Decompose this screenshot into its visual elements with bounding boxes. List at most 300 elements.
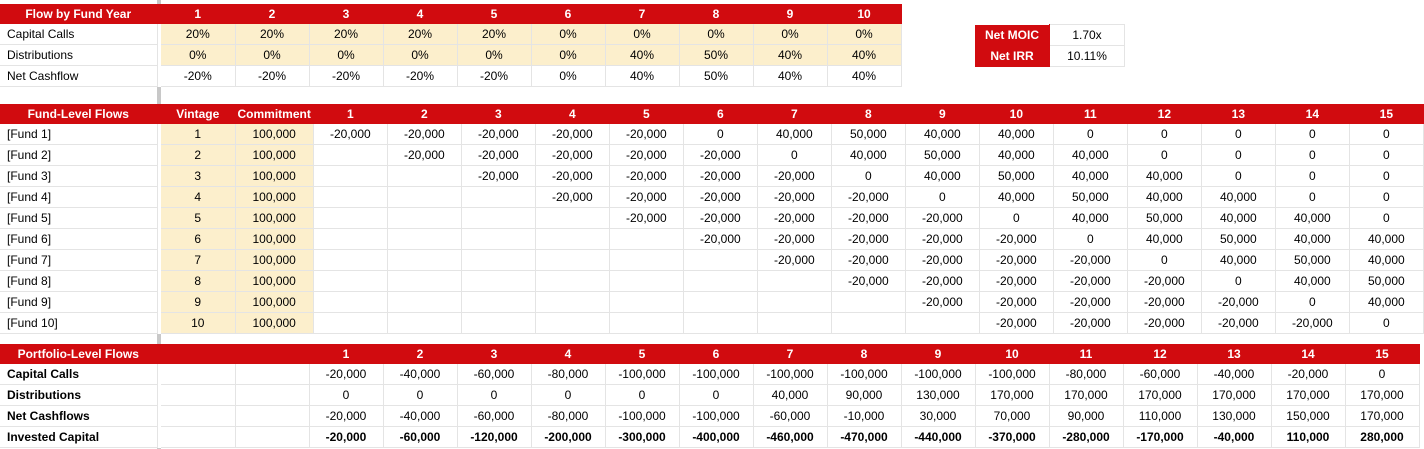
fund-commitment[interactable]: 100,000 xyxy=(235,271,313,292)
portfolio-value-cell[interactable]: -100,000 xyxy=(679,364,753,385)
fund-vintage[interactable]: 6 xyxy=(161,229,235,250)
fund-flow-cell[interactable]: -20,000 xyxy=(979,229,1053,250)
fund-flow-cell[interactable] xyxy=(461,187,535,208)
fund-flow-cell[interactable] xyxy=(831,313,905,334)
fund-flow-cell[interactable]: -20,000 xyxy=(683,187,757,208)
fund-flow-cell[interactable]: 0 xyxy=(1275,145,1349,166)
flow-year-header[interactable]: 2 xyxy=(235,4,309,24)
fund-flow-cell[interactable]: -20,000 xyxy=(387,124,461,145)
portfolio-value-cell[interactable]: 280,000 xyxy=(1345,427,1419,448)
fund-flow-cell[interactable] xyxy=(683,313,757,334)
fund-flow-cell[interactable] xyxy=(313,271,387,292)
flow-value-cell[interactable]: 20% xyxy=(309,24,383,45)
flow-value-cell[interactable]: 40% xyxy=(753,66,827,87)
commitment-header[interactable]: Commitment xyxy=(235,104,313,124)
portfolio-year-header[interactable]: 8 xyxy=(827,344,901,364)
flow-row-label[interactable]: Capital Calls xyxy=(0,24,157,45)
fund-flow-cell[interactable] xyxy=(387,250,461,271)
fund-flow-cell[interactable]: -20,000 xyxy=(683,208,757,229)
fund-flow-cell[interactable]: 0 xyxy=(1201,124,1275,145)
portfolio-value-cell[interactable]: -100,000 xyxy=(605,406,679,427)
portfolio-year-header[interactable]: 6 xyxy=(679,344,753,364)
flow-value-cell[interactable]: 0% xyxy=(457,45,531,66)
portfolio-year-header[interactable]: 14 xyxy=(1271,344,1345,364)
fund-flow-cell[interactable]: 40,000 xyxy=(1275,229,1349,250)
portfolio-value-cell[interactable]: -100,000 xyxy=(679,406,753,427)
fund-flow-cell[interactable] xyxy=(461,271,535,292)
portfolio-value-cell[interactable]: 0 xyxy=(1345,364,1419,385)
fund-flow-cell[interactable] xyxy=(313,187,387,208)
fund-flow-cell[interactable]: 0 xyxy=(1349,124,1423,145)
fund-name[interactable]: [Fund 2] xyxy=(0,145,157,166)
fund-vintage[interactable]: 8 xyxy=(161,271,235,292)
portfolio-blank-cell[interactable] xyxy=(235,427,309,448)
fund-flow-cell[interactable]: 40,000 xyxy=(1275,208,1349,229)
metric-value[interactable]: 1.70x xyxy=(1050,25,1125,46)
flow-value-cell[interactable]: 20% xyxy=(383,24,457,45)
fund-flow-cell[interactable] xyxy=(535,208,609,229)
fund-name[interactable]: [Fund 5] xyxy=(0,208,157,229)
fund-vintage[interactable]: 10 xyxy=(161,313,235,334)
portfolio-year-header[interactable]: 13 xyxy=(1197,344,1271,364)
fund-flow-cell[interactable]: -20,000 xyxy=(831,229,905,250)
fund-flow-cell[interactable]: 0 xyxy=(1349,187,1423,208)
fund-flow-cell[interactable]: 0 xyxy=(1349,208,1423,229)
fund-commitment[interactable]: 100,000 xyxy=(235,292,313,313)
flow-value-cell[interactable]: 40% xyxy=(605,45,679,66)
portfolio-value-cell[interactable]: 40,000 xyxy=(753,385,827,406)
portfolio-value-cell[interactable]: 110,000 xyxy=(1123,406,1197,427)
portfolio-blank-cell[interactable] xyxy=(235,385,309,406)
metric-label[interactable]: Net IRR xyxy=(975,46,1050,67)
fund-flow-cell[interactable] xyxy=(609,229,683,250)
portfolio-blank-cell[interactable] xyxy=(161,385,235,406)
fund-flow-cell[interactable] xyxy=(609,271,683,292)
flow-value-cell[interactable]: 0% xyxy=(605,24,679,45)
fund-flow-cell[interactable] xyxy=(831,292,905,313)
fund-year-header[interactable]: 3 xyxy=(461,104,535,124)
fund-flow-cell[interactable] xyxy=(313,208,387,229)
fund-commitment[interactable]: 100,000 xyxy=(235,313,313,334)
fund-flow-cell[interactable]: 0 xyxy=(1275,292,1349,313)
flow-value-cell[interactable]: 20% xyxy=(235,24,309,45)
portfolio-year-header[interactable]: 2 xyxy=(383,344,457,364)
fund-year-header[interactable]: 6 xyxy=(683,104,757,124)
portfolio-value-cell[interactable]: -40,000 xyxy=(1197,364,1271,385)
fund-commitment[interactable]: 100,000 xyxy=(235,124,313,145)
fund-flow-cell[interactable]: -20,000 xyxy=(387,145,461,166)
portfolio-value-cell[interactable]: -10,000 xyxy=(827,406,901,427)
portfolio-row-label[interactable]: Net Cashflows xyxy=(0,406,157,427)
portfolio-value-cell[interactable]: -100,000 xyxy=(753,364,827,385)
fund-flow-cell[interactable]: -20,000 xyxy=(979,271,1053,292)
fund-flow-cell[interactable] xyxy=(461,292,535,313)
portfolio-level-title[interactable]: Portfolio-Level Flows xyxy=(0,344,157,364)
portfolio-value-cell[interactable]: -280,000 xyxy=(1049,427,1123,448)
portfolio-year-header[interactable]: 9 xyxy=(901,344,975,364)
fund-flow-cell[interactable] xyxy=(461,208,535,229)
flow-value-cell[interactable]: 20% xyxy=(161,24,235,45)
portfolio-value-cell[interactable]: -370,000 xyxy=(975,427,1049,448)
portfolio-blank-header[interactable] xyxy=(235,344,309,364)
portfolio-value-cell[interactable]: 0 xyxy=(679,385,753,406)
portfolio-value-cell[interactable]: -60,000 xyxy=(457,364,531,385)
portfolio-value-cell[interactable]: -60,000 xyxy=(1123,364,1197,385)
fund-name[interactable]: [Fund 9] xyxy=(0,292,157,313)
fund-flow-cell[interactable]: -20,000 xyxy=(1053,271,1127,292)
portfolio-value-cell[interactable]: -80,000 xyxy=(1049,364,1123,385)
fund-name[interactable]: [Fund 6] xyxy=(0,229,157,250)
fund-year-header[interactable]: 2 xyxy=(387,104,461,124)
fund-vintage[interactable]: 1 xyxy=(161,124,235,145)
portfolio-value-cell[interactable]: -170,000 xyxy=(1123,427,1197,448)
fund-flow-cell[interactable] xyxy=(313,229,387,250)
fund-level-title[interactable]: Fund-Level Flows xyxy=(0,104,157,124)
portfolio-value-cell[interactable]: 130,000 xyxy=(1197,406,1271,427)
fund-flow-cell[interactable]: 50,000 xyxy=(831,124,905,145)
flow-value-cell[interactable]: -20% xyxy=(309,66,383,87)
fund-flow-cell[interactable]: -20,000 xyxy=(905,229,979,250)
fund-flow-cell[interactable]: 40,000 xyxy=(1053,208,1127,229)
fund-flow-cell[interactable]: -20,000 xyxy=(905,292,979,313)
flow-value-cell[interactable]: 40% xyxy=(605,66,679,87)
portfolio-value-cell[interactable]: -120,000 xyxy=(457,427,531,448)
portfolio-value-cell[interactable]: -60,000 xyxy=(753,406,827,427)
fund-flow-cell[interactable]: 40,000 xyxy=(979,145,1053,166)
portfolio-year-header[interactable]: 7 xyxy=(753,344,827,364)
fund-flow-cell[interactable]: 40,000 xyxy=(757,124,831,145)
fund-flow-cell[interactable]: 0 xyxy=(1349,145,1423,166)
fund-flow-cell[interactable]: -20,000 xyxy=(757,208,831,229)
fund-flow-cell[interactable]: 0 xyxy=(1201,166,1275,187)
fund-flow-cell[interactable]: 0 xyxy=(1127,124,1201,145)
fund-flow-cell[interactable]: -20,000 xyxy=(1127,313,1201,334)
fund-flow-cell[interactable]: -20,000 xyxy=(979,250,1053,271)
fund-flow-cell[interactable] xyxy=(535,271,609,292)
fund-year-header[interactable]: 8 xyxy=(831,104,905,124)
fund-flow-cell[interactable]: 40,000 xyxy=(831,145,905,166)
portfolio-blank-cell[interactable] xyxy=(161,427,235,448)
metric-label[interactable]: Net MOIC xyxy=(975,25,1050,46)
fund-flow-cell[interactable] xyxy=(387,313,461,334)
portfolio-value-cell[interactable]: -100,000 xyxy=(975,364,1049,385)
portfolio-value-cell[interactable]: 170,000 xyxy=(1345,385,1419,406)
fund-flow-cell[interactable]: -20,000 xyxy=(609,208,683,229)
portfolio-year-header[interactable]: 1 xyxy=(309,344,383,364)
fund-flow-cell[interactable]: 50,000 xyxy=(1127,208,1201,229)
portfolio-blank-cell[interactable] xyxy=(161,364,235,385)
fund-flow-cell[interactable]: -20,000 xyxy=(609,145,683,166)
fund-flow-cell[interactable]: 40,000 xyxy=(1201,187,1275,208)
fund-flow-cell[interactable]: 40,000 xyxy=(1349,229,1423,250)
fund-flow-cell[interactable] xyxy=(313,166,387,187)
portfolio-year-header[interactable]: 12 xyxy=(1123,344,1197,364)
portfolio-value-cell[interactable]: -20,000 xyxy=(309,427,383,448)
fund-flow-cell[interactable] xyxy=(535,313,609,334)
portfolio-blank-cell[interactable] xyxy=(235,364,309,385)
fund-flow-cell[interactable]: 0 xyxy=(1053,229,1127,250)
portfolio-row-label[interactable]: Distributions xyxy=(0,385,157,406)
fund-flow-cell[interactable] xyxy=(683,292,757,313)
fund-flow-cell[interactable] xyxy=(609,292,683,313)
fund-vintage[interactable]: 3 xyxy=(161,166,235,187)
fund-flow-cell[interactable]: 40,000 xyxy=(1349,250,1423,271)
fund-vintage[interactable]: 2 xyxy=(161,145,235,166)
fund-flow-cell[interactable]: -20,000 xyxy=(609,187,683,208)
fund-flow-cell[interactable] xyxy=(609,313,683,334)
fund-year-header[interactable]: 4 xyxy=(535,104,609,124)
fund-flow-cell[interactable]: -20,000 xyxy=(313,124,387,145)
fund-flow-cell[interactable]: 0 xyxy=(1349,313,1423,334)
fund-flow-cell[interactable] xyxy=(387,166,461,187)
portfolio-year-header[interactable]: 11 xyxy=(1049,344,1123,364)
fund-commitment[interactable]: 100,000 xyxy=(235,145,313,166)
fund-flow-cell[interactable]: -20,000 xyxy=(461,145,535,166)
fund-year-header[interactable]: 12 xyxy=(1127,104,1201,124)
fund-flow-cell[interactable]: -20,000 xyxy=(535,145,609,166)
fund-flow-cell[interactable]: 40,000 xyxy=(905,166,979,187)
fund-flow-cell[interactable]: -20,000 xyxy=(683,229,757,250)
portfolio-value-cell[interactable]: 150,000 xyxy=(1271,406,1345,427)
fund-flow-cell[interactable]: -20,000 xyxy=(683,145,757,166)
portfolio-value-cell[interactable]: -470,000 xyxy=(827,427,901,448)
portfolio-value-cell[interactable]: 170,000 xyxy=(1049,385,1123,406)
flow-value-cell[interactable]: 50% xyxy=(679,45,753,66)
flow-title[interactable]: Flow by Fund Year xyxy=(0,4,157,24)
metric-value[interactable]: 10.11% xyxy=(1050,46,1125,67)
fund-flow-cell[interactable]: 0 xyxy=(831,166,905,187)
fund-year-header[interactable]: 9 xyxy=(905,104,979,124)
flow-value-cell[interactable]: 0% xyxy=(531,45,605,66)
fund-flow-cell[interactable]: -20,000 xyxy=(535,166,609,187)
fund-flow-cell[interactable] xyxy=(535,229,609,250)
portfolio-value-cell[interactable]: -40,000 xyxy=(383,406,457,427)
fund-flow-cell[interactable]: 0 xyxy=(1053,124,1127,145)
vintage-header[interactable]: Vintage xyxy=(161,104,235,124)
fund-flow-cell[interactable]: -20,000 xyxy=(979,313,1053,334)
flow-year-header[interactable]: 3 xyxy=(309,4,383,24)
portfolio-blank-cell[interactable] xyxy=(235,406,309,427)
fund-flow-cell[interactable]: -20,000 xyxy=(461,124,535,145)
flow-value-cell[interactable]: 0% xyxy=(679,24,753,45)
fund-flow-cell[interactable]: 50,000 xyxy=(1053,187,1127,208)
portfolio-value-cell[interactable]: 0 xyxy=(309,385,383,406)
portfolio-year-header[interactable]: 4 xyxy=(531,344,605,364)
fund-flow-cell[interactable] xyxy=(535,292,609,313)
flow-year-header[interactable]: 1 xyxy=(161,4,235,24)
fund-flow-cell[interactable]: -20,000 xyxy=(979,292,1053,313)
fund-flow-cell[interactable]: -20,000 xyxy=(831,271,905,292)
fund-year-header[interactable]: 15 xyxy=(1349,104,1423,124)
fund-flow-cell[interactable] xyxy=(461,229,535,250)
portfolio-row-label[interactable]: Invested Capital xyxy=(0,427,157,448)
portfolio-year-header[interactable]: 5 xyxy=(605,344,679,364)
portfolio-value-cell[interactable]: 110,000 xyxy=(1271,427,1345,448)
portfolio-value-cell[interactable]: -20,000 xyxy=(309,364,383,385)
fund-flow-cell[interactable]: 40,000 xyxy=(1275,271,1349,292)
fund-flow-cell[interactable] xyxy=(387,208,461,229)
portfolio-year-header[interactable]: 10 xyxy=(975,344,1049,364)
fund-flow-cell[interactable]: -20,000 xyxy=(1053,292,1127,313)
fund-flow-cell[interactable]: 40,000 xyxy=(1053,166,1127,187)
flow-value-cell[interactable]: 0% xyxy=(827,24,901,45)
portfolio-value-cell[interactable]: 130,000 xyxy=(901,385,975,406)
fund-flow-cell[interactable] xyxy=(313,313,387,334)
fund-flow-cell[interactable]: -20,000 xyxy=(1201,313,1275,334)
fund-flow-cell[interactable] xyxy=(313,250,387,271)
portfolio-value-cell[interactable]: -60,000 xyxy=(383,427,457,448)
fund-flow-cell[interactable]: -20,000 xyxy=(831,208,905,229)
fund-year-header[interactable]: 13 xyxy=(1201,104,1275,124)
flow-year-header[interactable]: 6 xyxy=(531,4,605,24)
fund-flow-cell[interactable]: -20,000 xyxy=(1053,313,1127,334)
fund-flow-cell[interactable]: -20,000 xyxy=(461,166,535,187)
fund-flow-cell[interactable] xyxy=(387,292,461,313)
portfolio-value-cell[interactable]: -460,000 xyxy=(753,427,827,448)
fund-flow-cell[interactable]: 50,000 xyxy=(979,166,1053,187)
fund-flow-cell[interactable]: -20,000 xyxy=(757,187,831,208)
fund-flow-cell[interactable]: 40,000 xyxy=(1127,187,1201,208)
fund-flow-cell[interactable]: -20,000 xyxy=(1201,292,1275,313)
fund-vintage[interactable]: 5 xyxy=(161,208,235,229)
portfolio-value-cell[interactable]: 0 xyxy=(457,385,531,406)
fund-flow-cell[interactable]: -20,000 xyxy=(905,250,979,271)
fund-flow-cell[interactable] xyxy=(313,145,387,166)
fund-flow-cell[interactable]: -20,000 xyxy=(1127,292,1201,313)
flow-year-header[interactable]: 4 xyxy=(383,4,457,24)
fund-flow-cell[interactable]: -20,000 xyxy=(609,166,683,187)
fund-flow-cell[interactable]: 40,000 xyxy=(1053,145,1127,166)
portfolio-value-cell[interactable]: -300,000 xyxy=(605,427,679,448)
fund-flow-cell[interactable] xyxy=(313,292,387,313)
fund-flow-cell[interactable] xyxy=(387,271,461,292)
portfolio-value-cell[interactable]: -60,000 xyxy=(457,406,531,427)
fund-flow-cell[interactable]: 0 xyxy=(905,187,979,208)
fund-flow-cell[interactable]: 0 xyxy=(1201,271,1275,292)
portfolio-value-cell[interactable]: 0 xyxy=(383,385,457,406)
fund-flow-cell[interactable]: 40,000 xyxy=(1201,250,1275,271)
flow-row-label[interactable]: Net Cashflow xyxy=(0,66,157,87)
portfolio-row-label[interactable]: Capital Calls xyxy=(0,364,157,385)
portfolio-value-cell[interactable]: 0 xyxy=(531,385,605,406)
flow-value-cell[interactable]: 0% xyxy=(235,45,309,66)
flow-year-header[interactable]: 8 xyxy=(679,4,753,24)
fund-flow-cell[interactable]: -20,000 xyxy=(1053,250,1127,271)
fund-flow-cell[interactable]: 50,000 xyxy=(1201,229,1275,250)
fund-flow-cell[interactable]: -20,000 xyxy=(831,187,905,208)
fund-commitment[interactable]: 100,000 xyxy=(235,208,313,229)
fund-flow-cell[interactable]: 50,000 xyxy=(905,145,979,166)
fund-flow-cell[interactable]: 0 xyxy=(1127,250,1201,271)
portfolio-value-cell[interactable]: -80,000 xyxy=(531,406,605,427)
flow-year-header[interactable]: 7 xyxy=(605,4,679,24)
fund-year-header[interactable]: 1 xyxy=(313,104,387,124)
fund-flow-cell[interactable]: 0 xyxy=(757,145,831,166)
portfolio-value-cell[interactable]: 0 xyxy=(605,385,679,406)
flow-value-cell[interactable]: -20% xyxy=(235,66,309,87)
fund-flow-cell[interactable]: 0 xyxy=(1127,145,1201,166)
fund-flow-cell[interactable]: 0 xyxy=(979,208,1053,229)
flow-year-header[interactable]: 9 xyxy=(753,4,827,24)
flow-value-cell[interactable]: 0% xyxy=(161,45,235,66)
flow-year-header[interactable]: 10 xyxy=(827,4,901,24)
portfolio-value-cell[interactable]: 70,000 xyxy=(975,406,1049,427)
fund-flow-cell[interactable]: -20,000 xyxy=(905,208,979,229)
fund-year-header[interactable]: 11 xyxy=(1053,104,1127,124)
flow-value-cell[interactable]: 0% xyxy=(309,45,383,66)
fund-flow-cell[interactable] xyxy=(609,250,683,271)
portfolio-blank-cell[interactable] xyxy=(161,406,235,427)
fund-name[interactable]: [Fund 3] xyxy=(0,166,157,187)
portfolio-year-header[interactable]: 3 xyxy=(457,344,531,364)
fund-flow-cell[interactable]: 0 xyxy=(1201,145,1275,166)
fund-flow-cell[interactable] xyxy=(757,313,831,334)
fund-flow-cell[interactable]: -20,000 xyxy=(905,271,979,292)
fund-flow-cell[interactable] xyxy=(905,313,979,334)
portfolio-blank-header[interactable] xyxy=(161,344,235,364)
fund-flow-cell[interactable]: -20,000 xyxy=(757,229,831,250)
portfolio-value-cell[interactable]: 170,000 xyxy=(1123,385,1197,406)
fund-flow-cell[interactable]: 40,000 xyxy=(1127,229,1201,250)
fund-flow-cell[interactable]: 40,000 xyxy=(1201,208,1275,229)
flow-value-cell[interactable]: -20% xyxy=(457,66,531,87)
fund-vintage[interactable]: 4 xyxy=(161,187,235,208)
flow-value-cell[interactable]: 40% xyxy=(827,66,901,87)
portfolio-value-cell[interactable]: 90,000 xyxy=(1049,406,1123,427)
fund-flow-cell[interactable]: -20,000 xyxy=(535,187,609,208)
fund-flow-cell[interactable]: 40,000 xyxy=(1127,166,1201,187)
fund-vintage[interactable]: 7 xyxy=(161,250,235,271)
flow-value-cell[interactable]: 50% xyxy=(679,66,753,87)
fund-flow-cell[interactable]: 0 xyxy=(1275,166,1349,187)
portfolio-value-cell[interactable]: -20,000 xyxy=(1271,364,1345,385)
fund-flow-cell[interactable]: 0 xyxy=(683,124,757,145)
portfolio-value-cell[interactable]: -200,000 xyxy=(531,427,605,448)
fund-commitment[interactable]: 100,000 xyxy=(235,187,313,208)
portfolio-value-cell[interactable]: -440,000 xyxy=(901,427,975,448)
fund-name[interactable]: [Fund 1] xyxy=(0,124,157,145)
fund-year-header[interactable]: 14 xyxy=(1275,104,1349,124)
flow-value-cell[interactable]: 0% xyxy=(753,24,827,45)
flow-value-cell[interactable]: -20% xyxy=(161,66,235,87)
fund-flow-cell[interactable] xyxy=(461,250,535,271)
fund-flow-cell[interactable]: -20,000 xyxy=(683,166,757,187)
flow-row-label[interactable]: Distributions xyxy=(0,45,157,66)
fund-flow-cell[interactable]: -20,000 xyxy=(535,124,609,145)
portfolio-value-cell[interactable]: -100,000 xyxy=(901,364,975,385)
fund-flow-cell[interactable]: -20,000 xyxy=(609,124,683,145)
portfolio-year-header[interactable]: 15 xyxy=(1345,344,1419,364)
fund-name[interactable]: [Fund 10] xyxy=(0,313,157,334)
fund-flow-cell[interactable]: 0 xyxy=(1275,124,1349,145)
fund-year-header[interactable]: 10 xyxy=(979,104,1053,124)
fund-vintage[interactable]: 9 xyxy=(161,292,235,313)
portfolio-value-cell[interactable]: 170,000 xyxy=(975,385,1049,406)
fund-flow-cell[interactable]: -20,000 xyxy=(757,250,831,271)
fund-name[interactable]: [Fund 7] xyxy=(0,250,157,271)
fund-flow-cell[interactable] xyxy=(683,250,757,271)
fund-flow-cell[interactable]: 50,000 xyxy=(1275,250,1349,271)
portfolio-value-cell[interactable]: 170,000 xyxy=(1197,385,1271,406)
fund-flow-cell[interactable] xyxy=(461,313,535,334)
fund-name[interactable]: [Fund 8] xyxy=(0,271,157,292)
portfolio-value-cell[interactable]: -100,000 xyxy=(605,364,679,385)
fund-flow-cell[interactable]: -20,000 xyxy=(1275,313,1349,334)
portfolio-value-cell[interactable]: -40,000 xyxy=(1197,427,1271,448)
fund-flow-cell[interactable] xyxy=(387,187,461,208)
fund-flow-cell[interactable] xyxy=(535,250,609,271)
portfolio-value-cell[interactable]: -100,000 xyxy=(827,364,901,385)
